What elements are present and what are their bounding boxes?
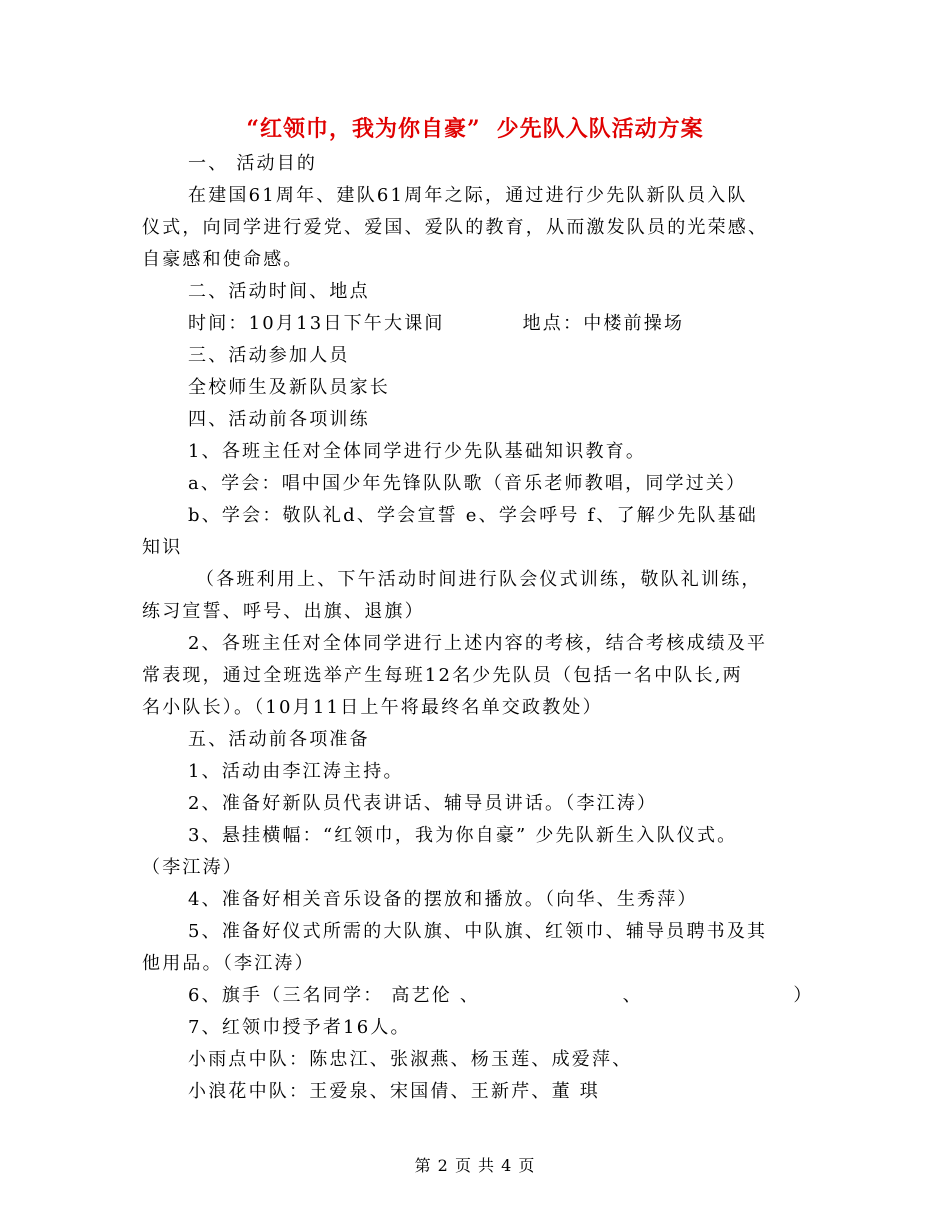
list-item: 小雨点中队：陈忠江、张淑燕、杨玉莲、成爱萍、	[188, 1049, 633, 1070]
paragraph-line: 自豪感和使命感。	[142, 249, 304, 270]
document-title	[0, 112, 950, 143]
document-body	[142, 148, 812, 1108]
list-item: 4、准备好相关音乐设备的摆放和播放。（向华、生秀萍）	[188, 889, 698, 910]
list-item: b、学会：敬队礼d、学会宣誓 e、学会呼号 f、了解少先队基础	[188, 505, 758, 526]
paragraph-line: 知识	[142, 537, 183, 558]
paragraph-line: 仪式，向同学进行爱党、爱国、爱队的教育，从而激发队员的光荣感、	[142, 217, 769, 238]
paragraph-line: 名小队长）。（10月11日上午将最终名单交政教处）	[142, 697, 603, 718]
list-item: 6、旗手（三名同学： 高艺伦 、 、 ）	[188, 985, 814, 1006]
paragraph-line: 全校师生及新队员家长	[188, 377, 390, 398]
section-heading-preparation: 五、活动前各项准备	[188, 729, 370, 750]
place-text: 地点：中楼前操场	[522, 313, 685, 334]
list-item: 5、准备好仪式所需的大队旗、中队旗、红领巾、辅导员聘书及其	[188, 921, 768, 942]
list-item: 小浪花中队：王爱泉、宋国倩、王新芹、董 琪	[188, 1081, 600, 1102]
title-slogan: “红领巾，我为你自豪”	[246, 116, 481, 142]
section-heading-time-place: 二、活动时间、地点	[188, 281, 370, 302]
section-heading-participants: 三、活动参加人员	[188, 345, 350, 366]
paragraph-line: （各班利用上、下午活动时间进行队会仪式训练，敬队礼训练，	[196, 569, 762, 590]
time-place-line	[142, 308, 812, 340]
list-item: 1、各班主任对全体同学进行少先队基础知识教育。	[188, 441, 647, 462]
time-text: 时间：10月13日下午大课间	[188, 313, 445, 334]
list-item: 2、各班主任对全体同学进行上述内容的考核，结合考核成绩及平	[188, 633, 768, 654]
section-heading-training: 四、活动前各项训练	[188, 409, 370, 430]
list-item: 1、活动由李江涛主持。	[188, 761, 404, 782]
section-heading-purpose: 一、 活动目的	[188, 153, 318, 174]
paragraph-line: 常表现，通过全班选举产生每班12名少先队员（包括一名中队长,两	[142, 665, 743, 686]
title-main: 少先队入队活动方案	[496, 116, 704, 142]
page-footer: 第 2 页 共 4 页	[414, 1156, 536, 1175]
list-item: 7、红领巾授予者16人。	[188, 1017, 411, 1038]
list-item: a、学会：唱中国少年先锋队队歌（音乐老师教唱，同学过关）	[188, 473, 747, 494]
paragraph-line: 练习宣誓、呼号、出旗、退旗）	[142, 601, 425, 622]
paragraph-line: 他用品。（李江涛）	[142, 953, 315, 974]
paragraph-line: （李江涛）	[142, 857, 243, 878]
list-item: 3、悬挂横幅：“红领巾，我为你自豪” 少先队新生入队仪式。	[188, 825, 738, 846]
paragraph-line: 在建国61周年、建队61周年之际，通过进行少先队新队员入队	[188, 185, 748, 206]
list-item: 2、准备好新队员代表讲话、辅导员讲话。（李江涛）	[188, 793, 658, 814]
